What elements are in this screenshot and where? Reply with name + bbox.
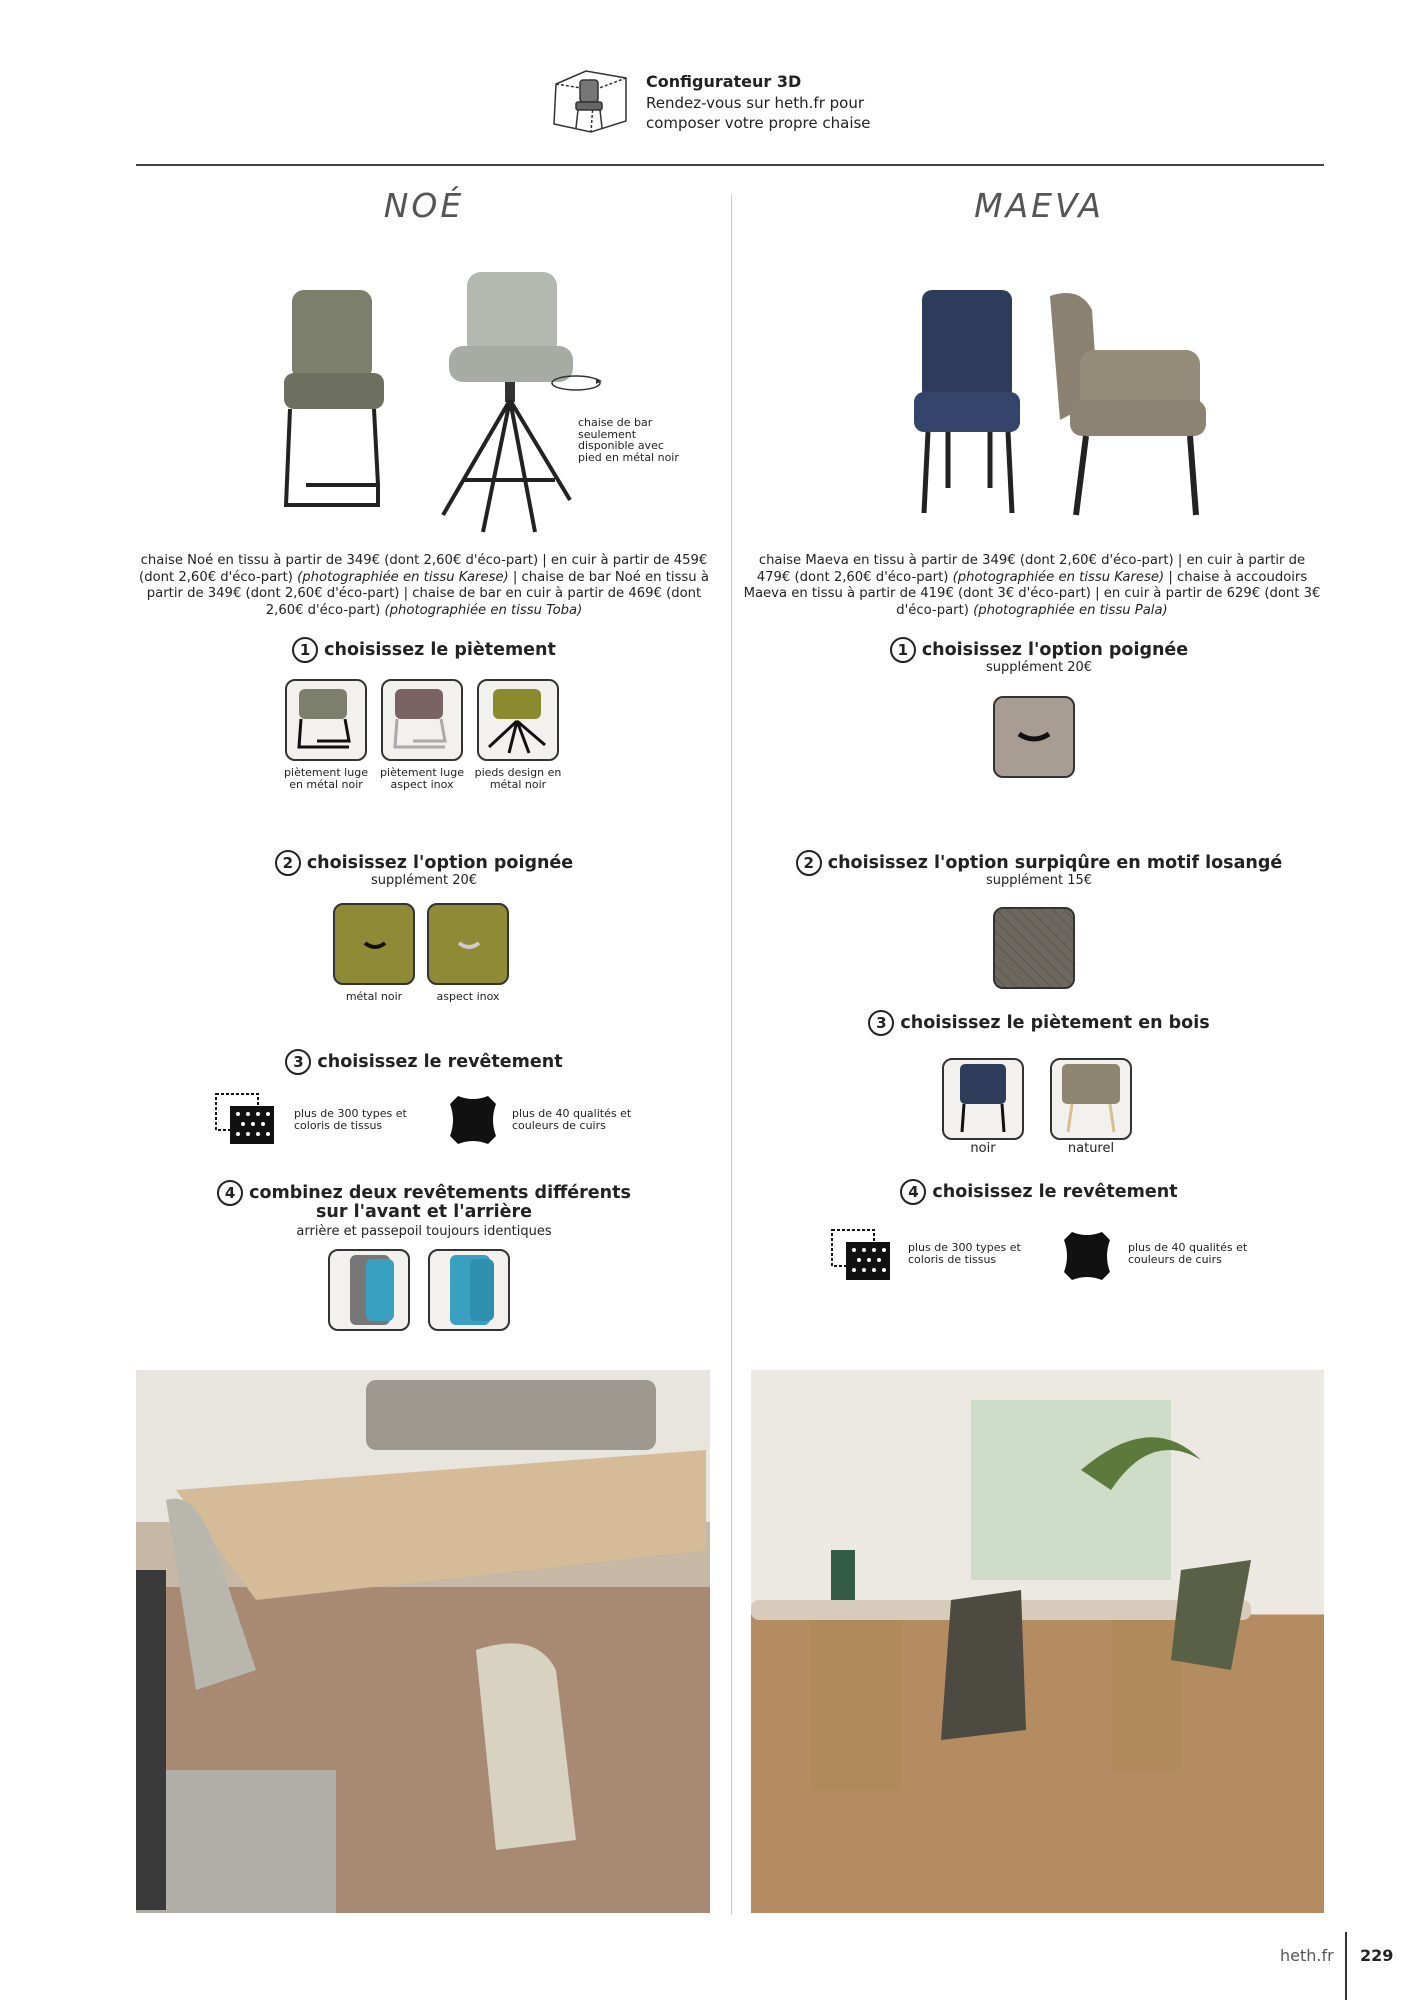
noe-step-4-sub: arrière et passepoil toujours identiques: [296, 1224, 552, 1239]
maeva-armchair-image: [1040, 290, 1210, 520]
noe-combo-option[interactable]: [328, 1249, 410, 1331]
noe-step-2-supplement: supplément 20€: [370, 873, 478, 888]
noe-option-design-noir[interactable]: [477, 679, 559, 761]
maeva-lifestyle-photo: [751, 1370, 1324, 1913]
noe-step-4: 4 combinez deux revêtements différents: [144, 1180, 704, 1206]
footer-divider: [1345, 1932, 1347, 2000]
noe-option-label: pieds design en métal noir: [474, 766, 562, 791]
noe-option-label: piètement luge en métal noir: [284, 766, 368, 791]
leather-icon: [1062, 1228, 1112, 1288]
header-line1: Rendez-vous sur heth.fr pour: [646, 94, 864, 112]
maeva-legs-label: noir: [970, 1141, 996, 1156]
3d-chair-icon: [546, 66, 630, 136]
footer-site: heth.fr: [1280, 1946, 1334, 1965]
noe-fabric-text: plus de 300 types et coloris de tissus: [294, 1107, 407, 1132]
header-rule: [136, 164, 1324, 166]
maeva-stitching-option[interactable]: [993, 907, 1075, 989]
page-number: 229: [1360, 1946, 1394, 1965]
noe-chair-image: [270, 285, 400, 515]
maeva-fabric-text: plus de 300 types et coloris de tissus: [908, 1241, 1021, 1266]
column-divider: [731, 195, 732, 1915]
noe-handle-label: aspect inox: [436, 990, 500, 1003]
noe-step-3: 3 choisissez le revêtement: [144, 1049, 704, 1075]
noe-step-4-line2: sur l'avant et l'arrière: [315, 1202, 532, 1222]
maeva-legs-noir[interactable]: [942, 1058, 1024, 1140]
noe-option-luge-noir[interactable]: [285, 679, 367, 761]
fabric-icon: [830, 1228, 892, 1286]
maeva-title: MAEVA: [974, 186, 1104, 225]
noe-lifestyle-photo: [136, 1370, 710, 1913]
noe-step-1: 1 choisissez le piètement: [144, 637, 704, 663]
header-line2: composer votre propre chaise: [646, 114, 871, 132]
maeva-step-1: 1 choisissez l'option poignée: [759, 637, 1319, 663]
noe-bar-chair-image: [435, 270, 585, 535]
noe-combo-option[interactable]: [428, 1249, 510, 1331]
maeva-step-3: 3 choisissez le piètement en bois: [759, 1010, 1319, 1036]
maeva-step-2: 2 choisissez l'option surpiqûre en motif losangé: [759, 850, 1319, 876]
maeva-step-2-supplement: supplément 15€: [985, 873, 1093, 888]
noe-title: NOÉ: [383, 186, 465, 225]
maeva-step-1-supplement: supplément 20€: [985, 660, 1093, 675]
fabric-icon: [214, 1092, 276, 1150]
leather-icon: [448, 1092, 498, 1152]
noe-option-label: piètement luge aspect inox: [380, 766, 464, 791]
noe-option-luge-inox[interactable]: [381, 679, 463, 761]
noe-handle-label: métal noir: [345, 990, 403, 1003]
maeva-step-4: 4 choisissez le revêtement: [759, 1179, 1319, 1205]
maeva-description: chaise Maeva en tissu à partir de 349€ (dont 2,60€ d'éco-part) | en cuir à partir de 479€ (dont 2,60€ d'éco-part) (photographiée en tissu Karese) | chaise à accoudoirs Maeva en tissu à partir de 419€ (dont 3€ d'éco-part) | en cuir à partir de 629€ (dont 3€ d'éco-part) (photographiée en tissu Pala): [743, 553, 1321, 618]
maeva-legs-label: naturel: [1067, 1141, 1115, 1156]
noe-leather-text: plus de 40 qualités et couleurs de cuirs: [512, 1107, 632, 1132]
maeva-chair-image: [908, 288, 1028, 518]
noe-step-2: 2 choisissez l'option poignée: [144, 850, 704, 876]
header-title: Configurateur 3D: [646, 72, 802, 91]
rotate-icon: [548, 372, 604, 394]
maeva-leather-text: plus de 40 qualités et couleurs de cuirs: [1128, 1241, 1248, 1266]
maeva-handle-option[interactable]: [993, 696, 1075, 778]
noe-description: chaise Noé en tissu à partir de 349€ (dont 2,60€ d'éco-part) | en cuir à partir de 459€ (dont 2,60€ d'éco-part) (photographiée en tissu Karese) | chaise de bar Noé en tissu à partir de 349€ (dont 2,60€ d'éco-part) | chaise de bar en cuir à partir de 469€ (dont 2,60€ d'éco-part) (photographiée en tissu Toba): [139, 553, 709, 618]
noe-handle-metal-noir[interactable]: [333, 903, 415, 985]
noe-handle-aspect-inox[interactable]: [427, 903, 509, 985]
noe-bar-note: chaise de bar seulement disponible avec pied en métal noir: [578, 416, 679, 464]
maeva-legs-naturel[interactable]: [1050, 1058, 1132, 1140]
